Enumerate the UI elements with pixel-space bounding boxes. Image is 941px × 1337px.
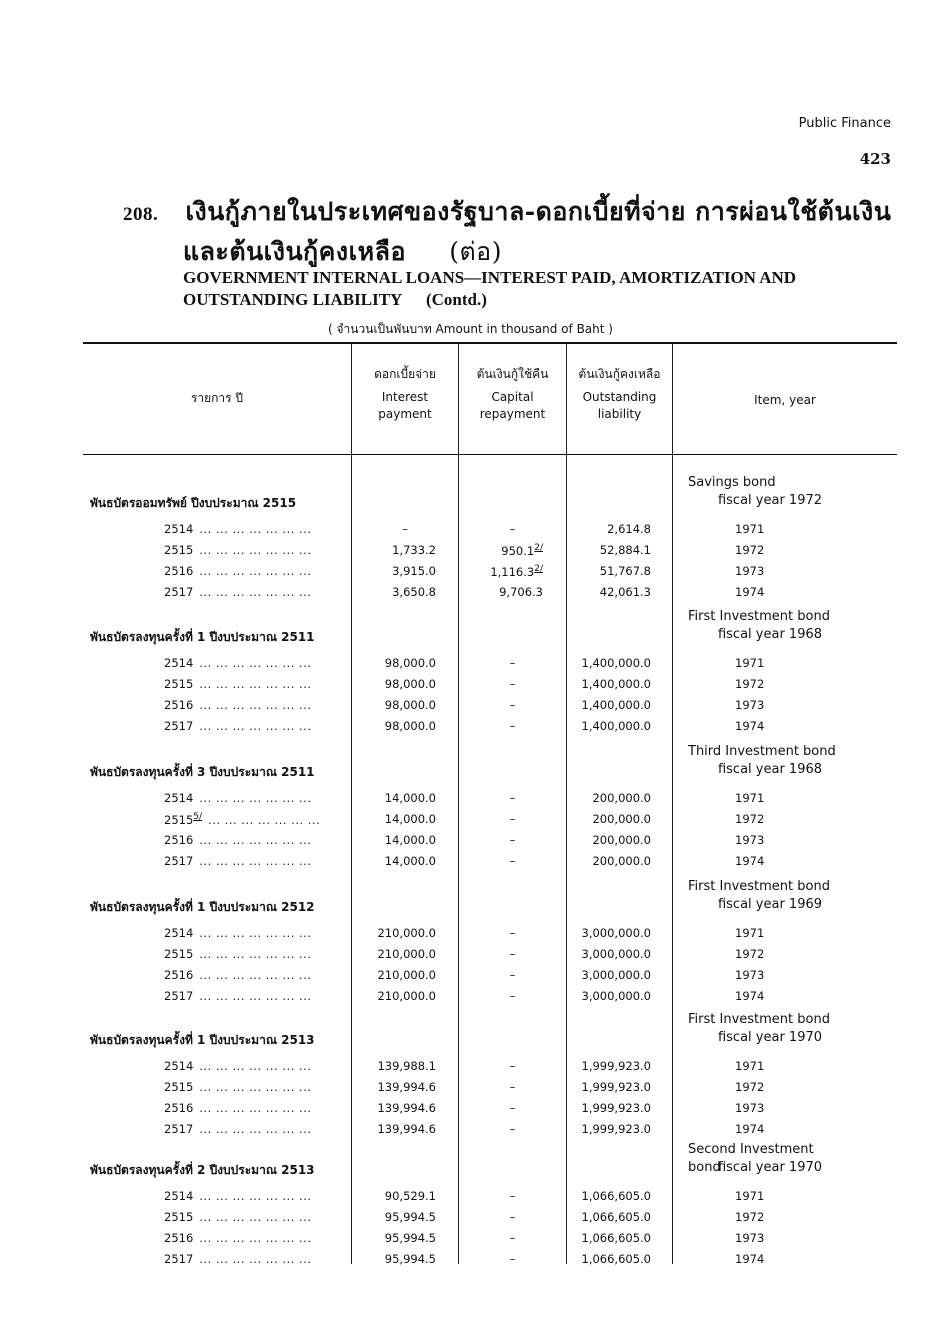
row-capital-value: – — [509, 698, 516, 712]
row-year-thai — [164, 968, 311, 982]
row-year-thai — [164, 1252, 311, 1266]
row-year-english: 1971 — [735, 926, 765, 940]
row-outstanding: 2,614.8 — [607, 522, 651, 536]
row-leader-dots: ... ... ... ... ... ... ... — [199, 926, 312, 940]
row-capital — [459, 1122, 566, 1136]
table-title-english-contd: (Contd.) — [425, 290, 487, 309]
row-interest: 1,733.2 — [392, 543, 436, 557]
column-header-outstanding-en1: Outstanding — [582, 390, 657, 404]
row-leader-dots: ... ... ... ... ... ... ... — [199, 854, 312, 868]
row-year-thai-value: 2514 — [164, 656, 194, 670]
row-interest: 14,000.0 — [384, 833, 436, 847]
group-title-english-line2: fiscal year 1972 — [717, 493, 823, 508]
row-leader-dots: ... ... ... ... ... ... ... — [199, 1252, 312, 1266]
row-year-thai-value: 2514 — [164, 926, 194, 940]
row-capital-value: 1,116.3 — [490, 564, 535, 579]
row-capital — [459, 989, 566, 1003]
row-outstanding: 1,999,923.0 — [581, 1122, 651, 1136]
row-interest: 98,000.0 — [384, 698, 436, 712]
row-year-thai-value: 2515 — [164, 543, 194, 557]
row-capital — [459, 698, 566, 712]
row-year-english: 1971 — [735, 791, 765, 805]
row-interest: 98,000.0 — [384, 677, 436, 691]
row-year-thai-value: 2515 — [164, 947, 194, 961]
row-year-thai-value: 2515 — [164, 677, 194, 691]
row-capital — [459, 1231, 566, 1245]
row-year-english: 1974 — [735, 1252, 765, 1266]
row-outstanding: 52,884.1 — [599, 543, 651, 557]
row-interest: 98,000.0 — [384, 719, 436, 733]
row-year-thai-value: 2517 — [164, 1252, 194, 1266]
row-year-thai — [164, 1059, 311, 1073]
row-year-thai-value: 2517 — [164, 989, 194, 1003]
row-year-thai-value: 2516 — [164, 1101, 194, 1115]
row-capital — [459, 833, 566, 847]
row-year-english: 1974 — [735, 989, 765, 1003]
row-outstanding: 1,400,000.0 — [581, 698, 651, 712]
row-interest: 210,000.0 — [377, 947, 436, 961]
row-year-thai-value: 2515 — [164, 812, 194, 827]
row-capital — [459, 1189, 566, 1203]
row-year-thai — [164, 791, 311, 805]
row-interest: 210,000.0 — [377, 968, 436, 982]
row-outstanding: 1,066,605.0 — [581, 1210, 651, 1224]
row-capital-value: – — [509, 947, 516, 961]
table-top-rule — [83, 342, 897, 344]
row-outstanding: 42,061.3 — [599, 585, 651, 599]
row-year-english: 1974 — [735, 1122, 765, 1136]
row-year-thai-value: 2514 — [164, 1189, 194, 1203]
row-year-thai — [164, 1080, 311, 1094]
table-number: 208. — [123, 204, 159, 225]
row-capital-value: – — [509, 1252, 516, 1266]
row-leader-dots: ... ... ... ... ... ... ... — [199, 585, 312, 599]
column-header-interest — [352, 366, 458, 423]
row-capital-value: – — [509, 1080, 516, 1094]
table-title-thai — [123, 192, 891, 232]
row-interest: 14,000.0 — [384, 791, 436, 805]
row-capital-value: – — [509, 1101, 516, 1115]
row-year-thai — [164, 1210, 311, 1224]
row-outstanding: 3,000,000.0 — [581, 968, 651, 982]
column-header-capital-th: ต้นเงินกู้ใช้คืน — [476, 367, 549, 381]
table-title-thai-contd: (ต่อ) — [449, 237, 502, 266]
row-capital-value: – — [509, 1122, 516, 1136]
row-capital-value: 9,706.3 — [499, 585, 543, 599]
row-year-thai-value: 2516 — [164, 833, 194, 847]
row-leader-dots: ... ... ... ... ... ... ... — [208, 812, 321, 827]
row-capital — [459, 854, 566, 868]
row-capital-value: – — [509, 1210, 516, 1224]
group-title-thai: พันธบัตรลงทุนครั้งที่ 1 ปีงบประมาณ 2511 — [90, 630, 315, 644]
row-leader-dots: ... ... ... ... ... ... ... — [199, 543, 312, 557]
group-title-english-line2: fiscal year 1968 — [717, 762, 823, 777]
row-leader-dots: ... ... ... ... ... ... ... — [199, 719, 312, 733]
row-capital — [459, 968, 566, 982]
row-year-thai-value: 2515 — [164, 1210, 194, 1224]
group-title-english-line1: Savings bond — [688, 475, 776, 490]
page-number: 423 — [859, 150, 891, 168]
row-outstanding: 1,066,605.0 — [581, 1189, 651, 1203]
row-capital-value: – — [509, 656, 516, 670]
row-capital-value: – — [509, 719, 516, 733]
row-capital — [459, 585, 543, 599]
row-capital-value: 950.1 — [501, 543, 535, 558]
table-title-thai-line2-wrap — [183, 232, 502, 272]
row-interest: 95,994.5 — [384, 1252, 436, 1266]
row-leader-dots: ... ... ... ... ... ... ... — [199, 1101, 312, 1115]
group-title-english-line1: First Investment bond — [688, 609, 830, 624]
row-outstanding: 200,000.0 — [592, 854, 651, 868]
row-capital — [459, 1059, 566, 1073]
row-year-thai-value: 2516 — [164, 1231, 194, 1245]
row-interest: 139,994.6 — [377, 1122, 436, 1136]
row-interest: 139,994.6 — [377, 1080, 436, 1094]
row-outstanding: 3,000,000.0 — [581, 926, 651, 940]
row-capital-footnote: 2/ — [534, 564, 543, 574]
group-title-thai: พันธบัตรลงทุนครั้งที่ 1 ปีงบประมาณ 2513 — [90, 1033, 315, 1047]
row-year-thai — [164, 812, 320, 827]
row-interest: 14,000.0 — [384, 812, 436, 826]
row-capital-value: – — [509, 1059, 516, 1073]
row-year-thai-value: 2517 — [164, 1122, 194, 1136]
column-header-interest-en1: Interest — [381, 390, 429, 404]
row-year-english: 1974 — [735, 854, 765, 868]
column-divider-4 — [672, 344, 673, 1264]
row-capital — [459, 1210, 566, 1224]
row-year-thai — [164, 719, 311, 733]
row-capital-value: – — [509, 1189, 516, 1203]
row-year-english: 1973 — [735, 564, 765, 578]
row-capital — [459, 926, 566, 940]
row-outstanding: 1,999,923.0 — [581, 1080, 651, 1094]
row-outstanding: 200,000.0 — [592, 833, 651, 847]
row-year-thai — [164, 1122, 311, 1136]
row-leader-dots: ... ... ... ... ... ... ... — [199, 698, 312, 712]
row-year-thai-value: 2517 — [164, 585, 194, 599]
row-year-english: 1973 — [735, 833, 765, 847]
row-capital-value: – — [509, 854, 516, 868]
column-header-capital-en1: Capital — [491, 390, 534, 404]
row-interest: 14,000.0 — [384, 854, 436, 868]
row-capital — [459, 791, 566, 805]
row-outstanding: 200,000.0 — [592, 791, 651, 805]
column-header-item-en: Item, year — [754, 393, 816, 407]
row-leader-dots: ... ... ... ... ... ... ... — [199, 1210, 312, 1224]
column-header-outstanding — [567, 366, 672, 423]
row-outstanding: 3,000,000.0 — [581, 947, 651, 961]
table-title-thai-line1: เงินกู้ภายในประเทศของรัฐบาล-ดอกเบี้ยที่จ่าย การผ่อนใช้ต้นเงิน — [185, 197, 892, 226]
row-year-thai — [164, 585, 311, 599]
row-capital — [459, 812, 566, 826]
row-year-thai — [164, 656, 311, 670]
row-leader-dots: ... ... ... ... ... ... ... — [199, 968, 312, 982]
column-header-outstanding-th: ต้นเงินกู้คงเหลือ — [578, 367, 661, 381]
row-year-english: 1972 — [735, 677, 765, 691]
row-interest: 3,915.0 — [392, 564, 436, 578]
row-leader-dots: ... ... ... ... ... ... ... — [199, 1122, 312, 1136]
row-year-thai — [164, 543, 311, 557]
table-header-rule — [83, 454, 897, 455]
row-year-english: 1971 — [735, 1059, 765, 1073]
group-title-english-line2: fiscal year 1970 — [717, 1160, 823, 1175]
column-header-item-th: รายการ ปี — [190, 391, 244, 405]
row-capital-value: – — [509, 1231, 516, 1245]
group-title-english-line2: fiscal year 1968 — [717, 627, 823, 642]
row-capital — [459, 656, 566, 670]
group-title-english-line1: Third Investment bond — [688, 744, 836, 759]
row-capital-value: – — [509, 522, 516, 536]
row-year-english: 1972 — [735, 812, 765, 826]
row-year-thai-value: 2514 — [164, 1059, 194, 1073]
row-year-english: 1974 — [735, 719, 765, 733]
row-year-english: 1971 — [735, 1189, 765, 1203]
row-interest: 139,994.6 — [377, 1101, 436, 1115]
row-year-thai — [164, 947, 311, 961]
units-note: ( จำนวนเป็นพันบาท Amount in thousand of Baht ) — [328, 322, 613, 336]
group-title-english-line1: Second Investment bond — [688, 1142, 814, 1175]
row-year-english: 1971 — [735, 522, 765, 536]
row-capital-value: – — [509, 968, 516, 982]
row-capital — [459, 1101, 566, 1115]
table-title-english-line1: GOVERNMENT INTERNAL LOANS—INTEREST PAID, AMORTIZATION AND — [183, 268, 797, 287]
row-interest: 98,000.0 — [384, 656, 436, 670]
row-outstanding: 1,400,000.0 — [581, 719, 651, 733]
row-year-thai — [164, 564, 311, 578]
row-capital — [459, 947, 566, 961]
row-year-thai-value: 2514 — [164, 791, 194, 805]
row-year-thai-value: 2517 — [164, 719, 194, 733]
table-title-english-line2: OUTSTANDING LIABILITY — [183, 290, 402, 309]
row-capital — [459, 543, 543, 558]
row-leader-dots: ... ... ... ... ... ... ... — [199, 1189, 312, 1203]
row-year-thai — [164, 1101, 311, 1115]
row-year-english: 1973 — [735, 1101, 765, 1115]
row-outstanding: 1,066,605.0 — [581, 1231, 651, 1245]
row-capital-value: – — [509, 989, 516, 1003]
row-leader-dots: ... ... ... ... ... ... ... — [199, 989, 312, 1003]
group-title-thai: พันธบัตรลงทุนครั้งที่ 1 ปีงบประมาณ 2512 — [90, 900, 315, 914]
row-interest: – — [402, 522, 408, 536]
row-year-english: 1973 — [735, 968, 765, 982]
row-year-thai-value: 2514 — [164, 522, 194, 536]
row-year-thai-value: 2517 — [164, 854, 194, 868]
row-year-english: 1971 — [735, 656, 765, 670]
row-interest: 3,650.8 — [392, 585, 436, 599]
row-year-thai — [164, 677, 311, 691]
column-header-interest-en2: payment — [378, 407, 432, 421]
row-capital-value: – — [509, 833, 516, 847]
row-outstanding: 200,000.0 — [592, 812, 651, 826]
row-capital — [459, 677, 566, 691]
row-year-thai — [164, 989, 311, 1003]
group-title-english-line1: First Investment bond — [688, 1012, 830, 1027]
row-year-english: 1972 — [735, 947, 765, 961]
row-interest: 95,994.5 — [384, 1210, 436, 1224]
column-header-capital — [459, 366, 566, 423]
group-title-thai: พันธบัตรลงทุนครั้งที่ 3 ปีงบประมาณ 2511 — [90, 765, 315, 779]
row-capital — [459, 1252, 566, 1266]
group-title-thai: พันธบัตรลงทุนครั้งที่ 2 ปีงบประมาณ 2513 — [90, 1163, 315, 1177]
row-year-thai-value: 2515 — [164, 1080, 194, 1094]
row-year-thai — [164, 854, 311, 868]
row-outstanding: 3,000,000.0 — [581, 989, 651, 1003]
row-year-thai — [164, 926, 311, 940]
group-title-thai: พันธบัตรออมทรัพย์ ปีงบประมาณ 2515 — [90, 496, 297, 510]
row-interest: 139,988.1 — [377, 1059, 436, 1073]
group-title-english-line2: fiscal year 1969 — [717, 897, 823, 912]
row-year-english: 1972 — [735, 543, 765, 557]
row-leader-dots: ... ... ... ... ... ... ... — [199, 522, 312, 536]
row-outstanding: 1,999,923.0 — [581, 1101, 651, 1115]
row-capital — [459, 522, 566, 536]
row-leader-dots: ... ... ... ... ... ... ... — [199, 1080, 312, 1094]
row-capital-value: – — [509, 677, 516, 691]
row-outstanding: 1,400,000.0 — [581, 656, 651, 670]
table-title-thai-line2: และต้นเงินกู้คงเหลือ — [183, 237, 406, 266]
row-leader-dots: ... ... ... ... ... ... ... — [199, 656, 312, 670]
row-leader-dots: ... ... ... ... ... ... ... — [199, 947, 312, 961]
row-interest: 210,000.0 — [377, 989, 436, 1003]
row-year-thai — [164, 698, 311, 712]
row-leader-dots: ... ... ... ... ... ... ... — [199, 791, 312, 805]
table-title-english-line2-wrap — [183, 290, 487, 310]
row-year-thai — [164, 1189, 311, 1203]
column-header-capital-en2: repayment — [479, 407, 546, 421]
row-capital — [459, 719, 566, 733]
row-year-thai — [164, 833, 311, 847]
row-year-thai — [164, 522, 311, 536]
row-outstanding: 51,767.8 — [599, 564, 651, 578]
row-leader-dots: ... ... ... ... ... ... ... — [199, 564, 312, 578]
row-leader-dots: ... ... ... ... ... ... ... — [199, 677, 312, 691]
row-interest: 90,529.1 — [384, 1189, 436, 1203]
row-outstanding: 1,066,605.0 — [581, 1252, 651, 1266]
row-interest: 95,994.5 — [384, 1231, 436, 1245]
row-capital — [459, 564, 543, 579]
row-leader-dots: ... ... ... ... ... ... ... — [199, 1059, 312, 1073]
row-year-english: 1972 — [735, 1210, 765, 1224]
row-capital-footnote: 2/ — [534, 543, 543, 553]
row-year-footnote: 5/ — [193, 812, 203, 822]
row-year-english: 1973 — [735, 698, 765, 712]
column-header-outstanding-en2: liability — [597, 407, 642, 421]
row-year-english: 1972 — [735, 1080, 765, 1094]
row-capital-value: – — [509, 812, 516, 826]
row-year-thai — [164, 1231, 311, 1245]
row-year-thai-value: 2516 — [164, 698, 194, 712]
row-year-thai-value: 2516 — [164, 564, 194, 578]
row-capital-value: – — [509, 791, 516, 805]
row-year-thai-value: 2516 — [164, 968, 194, 982]
column-header-interest-th: ดอกเบี้ยจ่าย — [374, 367, 436, 381]
row-outstanding: 1,999,923.0 — [581, 1059, 651, 1073]
group-title-english-line1: First Investment bond — [688, 879, 830, 894]
row-capital — [459, 1080, 566, 1094]
row-year-english: 1973 — [735, 1231, 765, 1245]
row-year-english: 1974 — [735, 585, 765, 599]
row-interest: 210,000.0 — [377, 926, 436, 940]
row-capital-value: – — [509, 926, 516, 940]
row-leader-dots: ... ... ... ... ... ... ... — [199, 1231, 312, 1245]
row-outstanding: 1,400,000.0 — [581, 677, 651, 691]
group-title-english-line2: fiscal year 1970 — [717, 1030, 823, 1045]
section-header: Public Finance — [798, 116, 891, 131]
row-leader-dots: ... ... ... ... ... ... ... — [199, 833, 312, 847]
